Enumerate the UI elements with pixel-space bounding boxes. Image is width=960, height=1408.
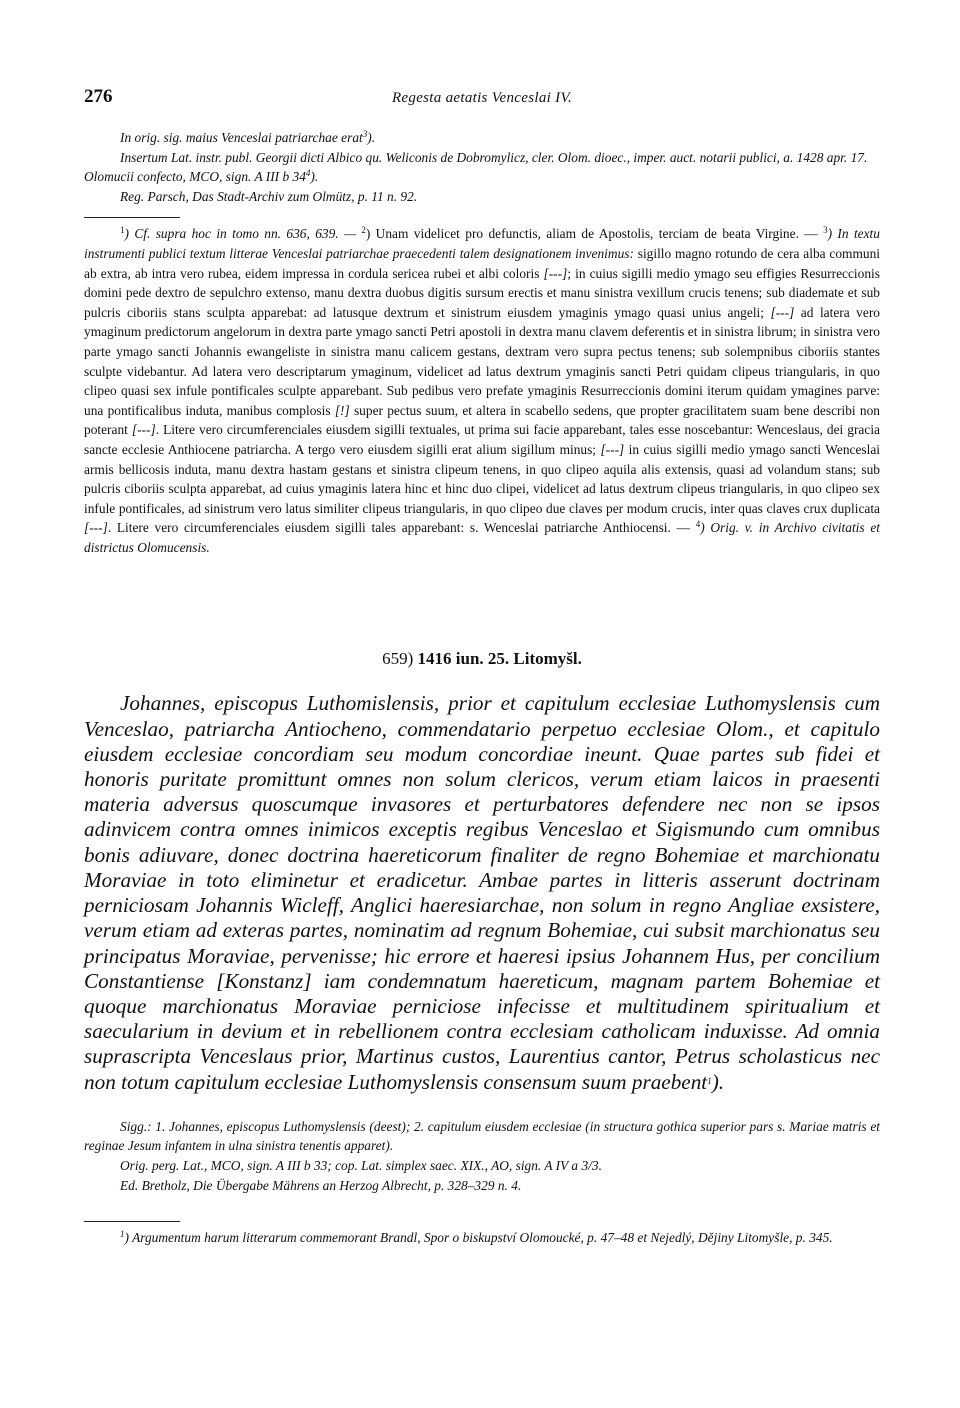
document-number: 659) — [382, 649, 414, 669]
footnote-divider-2 — [84, 1221, 180, 1222]
previous-entry-notes — [84, 128, 880, 206]
document-notes — [84, 1117, 880, 1195]
note-regest-reference: Reg. Parsch, Das Stadt-Archiv zum Olmütz, p. 11 n. 92. — [120, 188, 418, 204]
running-title: Regesta aetatis Venceslai IV. — [391, 90, 573, 106]
document-footnotes — [84, 1228, 880, 1248]
note-seals: Sigg.: 1. Johannes, episcopus Luthomyslensis (deest); 2. capitulum eiusdem ecclesiae (in structura gothica superior pars s. Mariae matris et reginae Jesum infantem in ulna sinistra tenentis apparet). — [84, 1118, 880, 1154]
note-insertum: Insertum Lat. instr. publ. Georgii dicti Albico qu. Weliconis de Dobromylicz, cler. Olom. dioec., imper. auct. notarii publici, a. 1428 apr. 17. Olomucii confecto, MCO, sign. A III b $34^4$). — [84, 149, 868, 185]
previous-entry-footnotes — [84, 224, 880, 557]
document-heading — [84, 649, 880, 669]
note-edition: Ed. Bretholz, Die Übergabe Mährens an Herzog Albrecht, p. 328–329 n. 4. — [120, 1177, 522, 1193]
note-original: Orig. perg. Lat., MCO, sign. A III b 33; cop. Lat. simplex saec. XIX., AO, sign. A IV a 3/3. — [120, 1157, 602, 1173]
page-header — [84, 82, 880, 112]
page — [84, 82, 880, 1248]
document-date-place: 1416 iun. 25. Litomyšl. — [417, 649, 582, 669]
footnote-block: $^1$) Cf. supra hoc in tomo nn. 636, 639. — $^2$) Unam videlicet pro defunctis, aliam de Apostolis, terciam de beata Virgine. — $^3$) In textu instrumenti publici textum litterae Venceslai patriarchae praecedenti talem designationem invenimus: sigillo magno rotundo de cera alba communi ab extra, ab intra vero rubea, eidem impressa in cordula sericea rubei et albi coloris [---]; in cuius sigilli medio ymago seu effigies Resurreccionis domini pede dextro de sepulchro extenso, manu dextra duobus digitis sursum erectis et manu sinistra vexillum crucis tenens; sub diademate et sub pulcris ciboriis stans sculpta apparebat: ad latusque dextrum et sinistrum eiusdem ymaginis ymago quasi unius angeli; [---] ad latera vero ymaginum predictorum angelorum in dextra parte ymago sancti Petri apostoli in dextra manu clavem deferentis et in sinistra librum; in sinistra vero parte ymago sancti Johannis ewangeliste in sinistra manu calicem gestans, dextram vero supra pectus tenens; sub solempnibus ciboriis stantes sculpte videbantur. Ad latera vero descriptarum ymaginum, videlicet ad latus dextrum ymaginis sancti Petri quidam clipeus triangularis, in quo clipeo quasi sex infule pontificales sculpte apparebant. Sub pedibus vero prefate ymaginis Resurreccionis domini iterum quidam ymagines parve: una pontificalibus induta, manibus complosis [!] super pectus suum, et altera in scabello sedens, que propter gracilitatem suam bene describi non poterant [---]. Litere vero circumferenciales eiusdem sigilli textuales, ut prima sui facie apparebant, tales esse noscebantur: Wenceslaus, dei gracia sancte ecclesie Anthiocene patriarcha. A tergo vero eiusdem sigilli erat alium sigillum minus; [---] in cuius sigilli medio ymago sancti Wenceslai armis bellicosis induta, manu dextra hastam gestans et sinistra clipeum tenens, in quo clipeo aquila alis extensis, quasi ad volandum stans; sub pulcris ciboriis sculpta apparebat, ad cuius ymaginis latera hinc et hinc duo clipei, videlicet ad latus dextrum clipeus triangularis, in quo clipeo sex infule pontificales, ad sinistrum vero latus similiter clipeus triangularis, in quo clipeo due claves per modum crucis, inter quas claves crux duplicata [---]. Litere vero circumferenciales eiusdem sigilli tales apparebant: s. Wenceslai patriarche Anthiocensi. — $^4$) Orig. v. in Archivo civitatis et districtus Olomucensis. — [84, 225, 880, 555]
note-original-seal: In orig. sig. maius Venceslai patriarchae erat$^3$). — [120, 129, 376, 145]
footnote-divider — [84, 217, 180, 218]
page-number: 276 — [84, 86, 113, 107]
footnote-1: $^1$) Argumentum harum litterarum commemorant Brandl, Spor o biskupství Olomoucké, p. 47–48 et Nejedlý, Dějiny Litomyšle, p. 345. — [120, 1229, 833, 1246]
document-regest: Johannes, episcopus Luthomislensis, prior et capitulum ecclesiae Luthomyslensis cum Venceslao, patriarcha Antiocheno, commendatario perpetuo ecclesiae Olom., et capitulo eiusdem ecclesiae concordiam seu modum concordiae ineunt. Quae partes sub fidei et honoris puritate promittunt omnes non solum clericos, verum etiam laicos in praesenti materia adversus quoscumque invasores et perturbatores defendere nec non se ipsos adinvicem contra omnes inimicos exceptis regibus Venceslao et Sigismundo cum omnibus bonis adiuvare, donec doctrina haereticorum finaliter de regno Bohemiae et marchionatu Moraviae in toto eliminetur et eradicetur. Ambae partes in litteris asserunt doctrinam perniciosam Johannis Wicleff, Anglici haeresiarchae, non solum in regno Angliae exsistere, verum etiam ad exteras partes, nominatim ad regnum Bohemiae, cui subsit marchionatus seu principatus Moraviae, pervenisse; hic errore et haeresi ipsius Johannem Hus, per concilium Constantiense [Konstanz] iam condemnatum haereticum, magnam partem Bohemiae et quoque marchionatus Moraviae perniciose infecisse et multitudinem spiritualium et saecularium in devium et in rebellionem contra ecclesiam catholicam induxisse. Ad omnia suprascripta Venceslaus prior, Martinus custos, Laurentius cantor, Petrus scholasticus nec non totum capitulum ecclesiae Luthomyslensis consensum suum praebent$^1$). — [84, 691, 880, 1094]
